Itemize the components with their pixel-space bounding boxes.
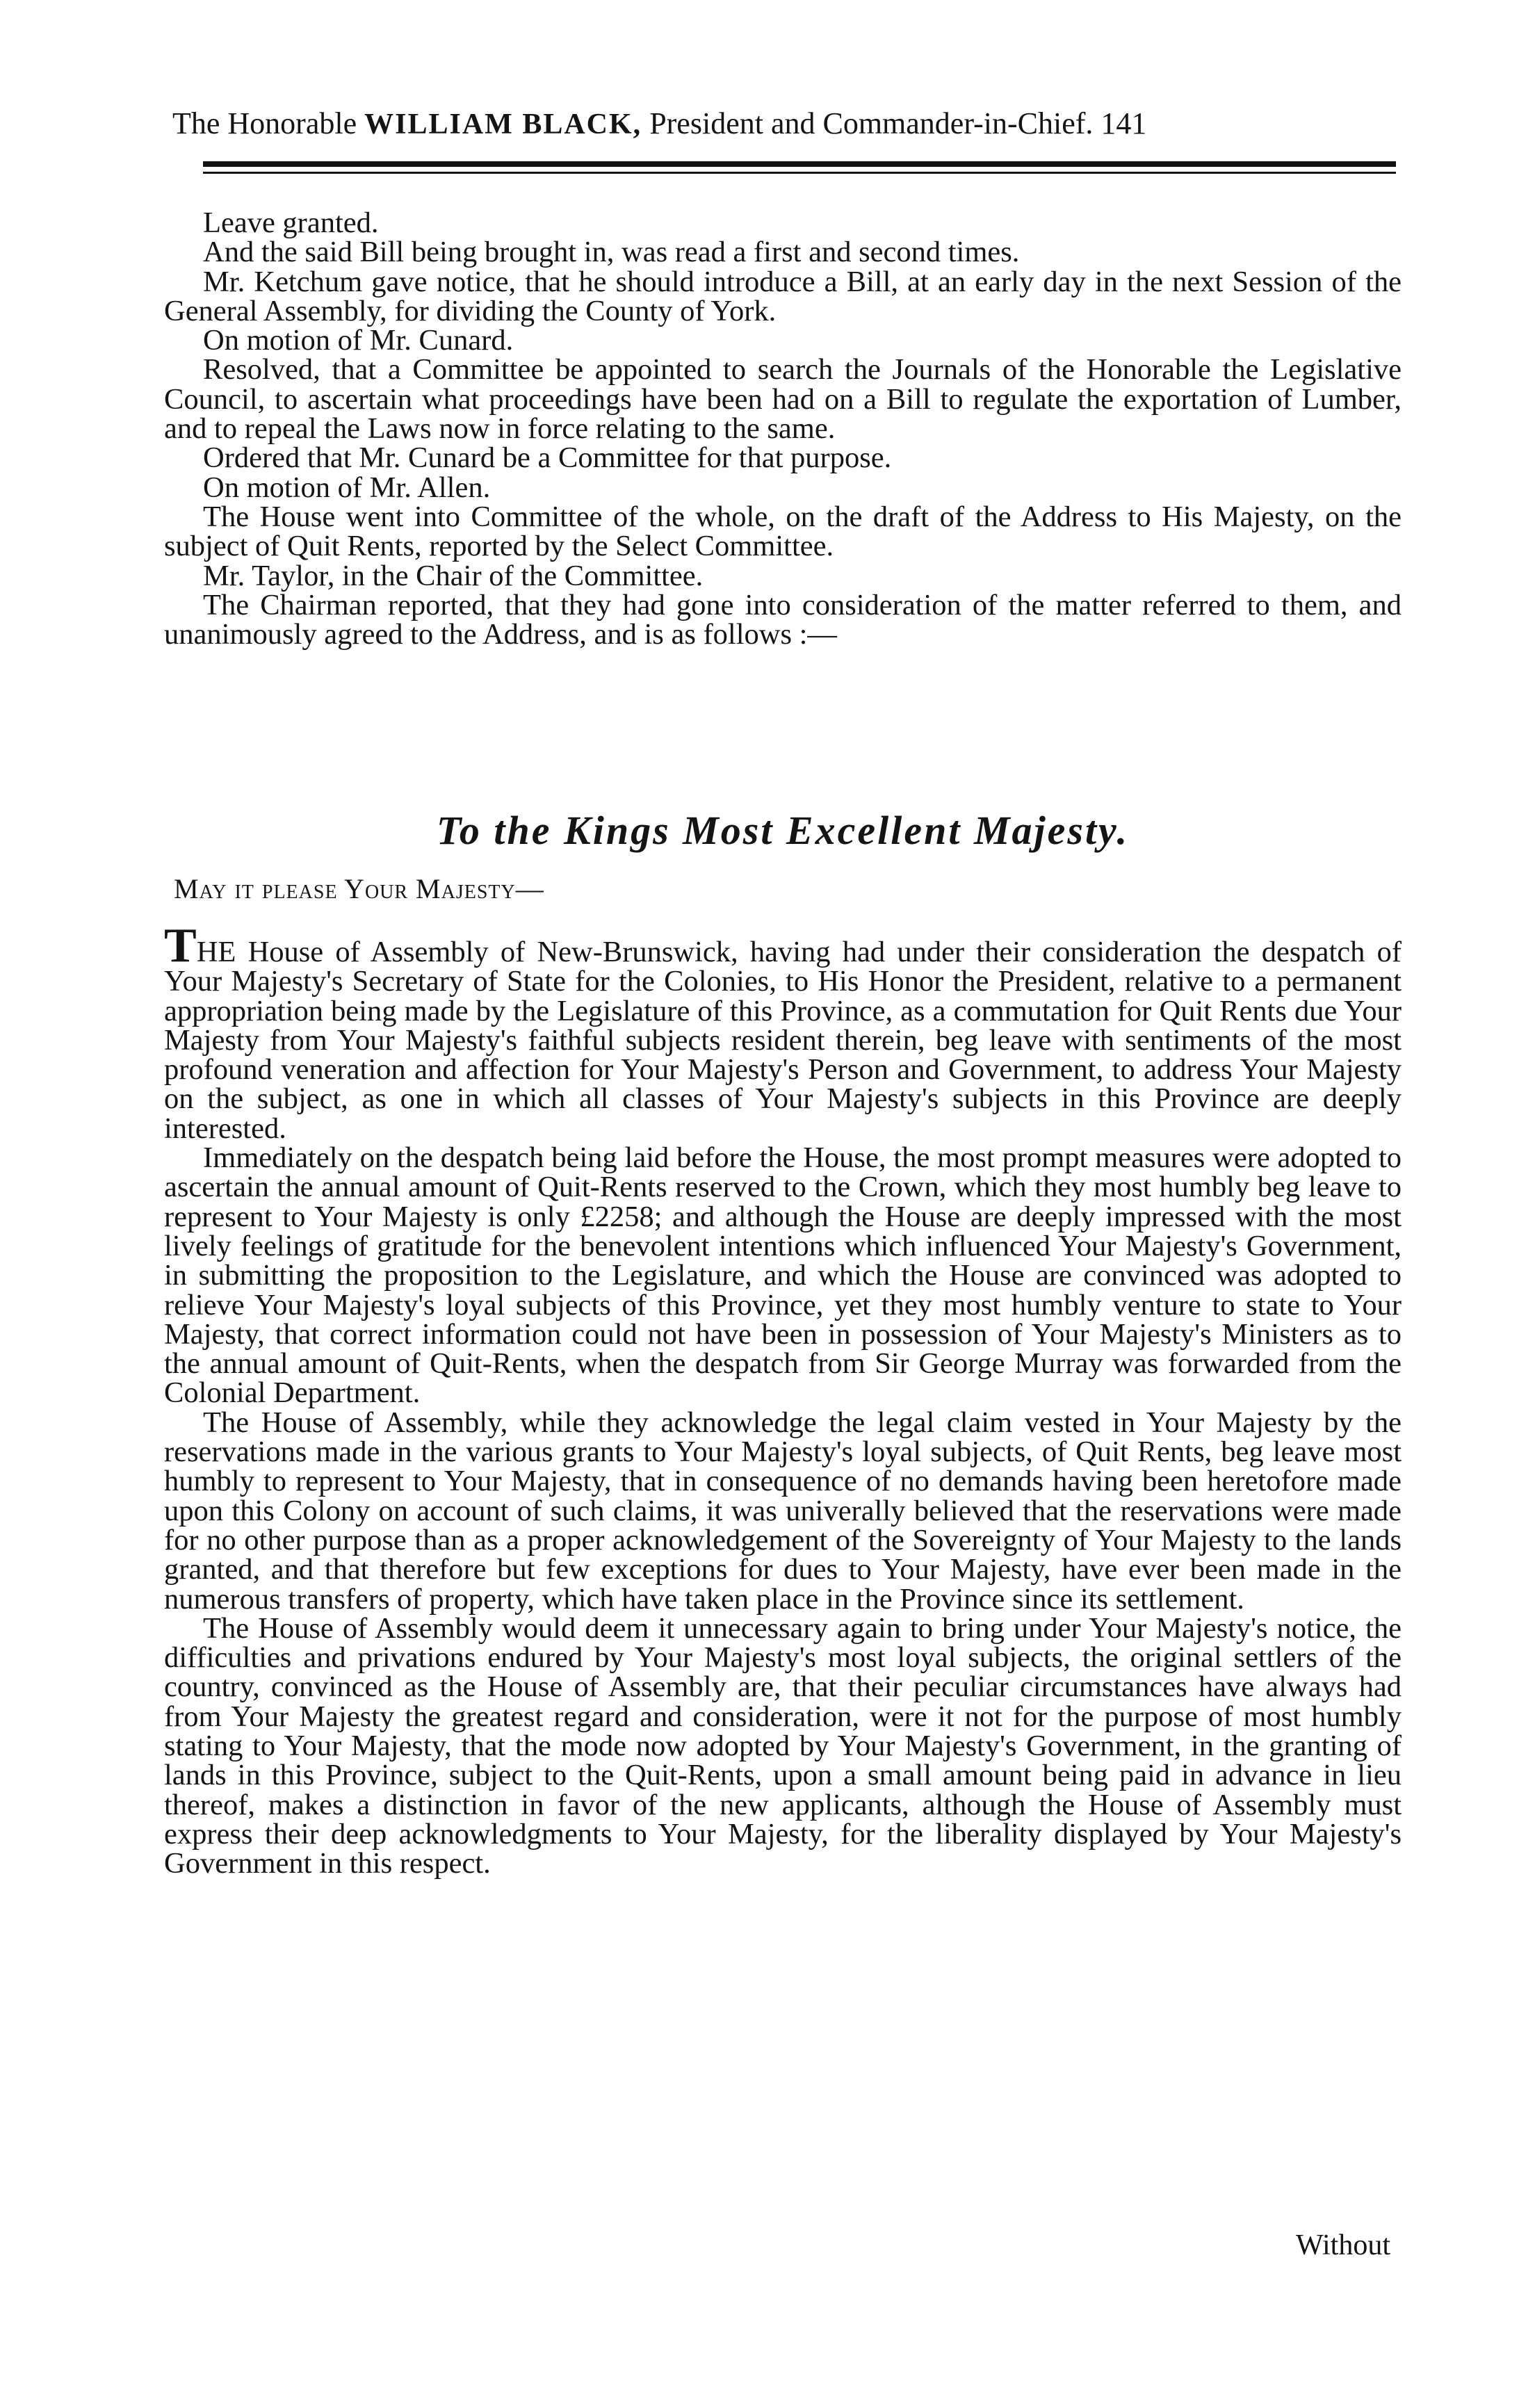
- proceeding-paragraph: Resolved, that a Committee be appointed to search the Journals of the Honorable the Legislative Council, to ascertain what proceedings have been had on a Bill to regulate the exportation of Lumber, and to repeal the Laws now in force relating to the same.: [164, 353, 1402, 446]
- address-paragraph: [164, 919, 1402, 1145]
- proceeding-paragraph: Mr. Taylor, in the Chair of the Committee.: [203, 559, 704, 592]
- proceeding-paragraph: The Chairman reported, that they had gone into consideration of the matter referred to them, and unanimously agreed to the Address, and is as follows :—: [164, 588, 1402, 651]
- proceeding-paragraph: Leave granted.: [203, 206, 379, 239]
- running-header: [172, 104, 1403, 144]
- address-paragraph: Immediately on the despatch being laid before the House, the most prompt measures were adopted to ascertain the annual amount of Quit-Rents reserved to the Crown, which they most humbly beg leave to represent to Your Majesty is only £2258; and although the House are deeply impressed with the most lively feelings of gratitude for the benevolent intentions which influenced Your Majesty's Government, in submitting the proposition to the Legislature, and which the House are convinced was adopted to relieve Your Majesty's loyal subjects of this Province, yet they most humbly venture to state to Your Majesty, that correct information could not have been in possession of Your Majesty's Ministers as to the annual amount of Quit-Rents, when the despatch from Sir George Murray was forwarded from the Colonial Department.: [164, 1141, 1402, 1410]
- drop-cap: T: [164, 919, 197, 973]
- header-rule-thick: [203, 161, 1396, 167]
- proceeding-paragraph: Mr. Ketchum gave notice, that he should introduce a Bill, at an early day in the next Session of the General Assembly, for dividing the County of York.: [164, 265, 1402, 327]
- salutation: May it please Your Majesty—: [174, 873, 544, 904]
- address-first-paragraph-text: HE House of Assembly of New-Brunswick, having had under their consideration the despatch of Your Majesty's Secretary of State for the Colonies, to His Honor the President, relative to a permanent appropriation being made by the Legislature of this Province, as a commutation for Quit Rents due Your Majesty from Your Majesty's faithful subjects resident therein, beg leave with sentiments of the most profound veneration and affection for Your Majesty's Person and Government, to address Your Majesty on the subject, as one in which all classes of Your Majesty's subjects in this Province are deeply interested.: [164, 936, 1402, 1145]
- header-prefix: The Honorable: [172, 106, 357, 140]
- proceeding-paragraph: On motion of Mr. Allen.: [203, 471, 491, 504]
- header-rule-thin: [203, 172, 1396, 174]
- proceeding-paragraph: And the said Bill being brought in, was read a first and second times.: [203, 236, 1020, 269]
- proceeding-paragraph: Ordered that Mr. Cunard be a Committee for that purpose.: [203, 441, 892, 475]
- catchword: Without: [1296, 2229, 1390, 2261]
- address-heading: To the Kings Most Excellent Majesty.: [436, 808, 1130, 853]
- page-number: 141: [1101, 106, 1147, 140]
- header-name: WILLIAM BLACK,: [364, 108, 642, 140]
- address-text: [164, 919, 1402, 1880]
- header-title: President and Commander-in-Chief.: [649, 106, 1094, 140]
- proceeding-paragraph: On motion of Mr. Cunard.: [203, 324, 514, 357]
- proceedings-text: [164, 206, 1402, 651]
- proceeding-paragraph: The House went into Committee of the whole, on the draft of the Address to His Majesty, on the subject of Quit Rents, reported by the Select Committee.: [164, 500, 1402, 563]
- address-paragraph: The House of Assembly, while they acknowledge the legal claim vested in Your Majesty by the reservations made in the various grants to Your Majesty's loyal subjects, of Quit Rents, beg leave most humbly to represent to Your Majesty, that in consequence of no demands having been heretofore made upon this Colony on account of such claims, it was univerally believed that the reservations were made for no other purpose than as a proper acknowledgement of the Sovereignty of Your Majesty to the lands granted, and that therefore but few exceptions for dues to Your Majesty, have ever been made in the numerous transfers of property, which have taken place in the Province since its settlement.: [164, 1406, 1402, 1616]
- address-paragraph: The House of Assembly would deem it unnecessary again to bring under Your Majesty's notice, the difficulties and privations endured by Your Majesty's most loyal subjects, the original settlers of the country, convinced as the House of Assembly are, that their peculiar circumstances have always had from Your Majesty the greatest regard and consideration, were it not for the purpose of most humbly stating to Your Majesty, that the mode now adopted by Your Majesty's Government, in the granting of lands in this Province, subject to the Quit-Rents, upon a small amount being paid in advance in lieu thereof, makes a distinction in favor of the new applicants, although the House of Assembly must express their deep acknowledgments to Your Majesty, for the liberality displayed by Your Majesty's Government in this respect.: [164, 1611, 1402, 1880]
